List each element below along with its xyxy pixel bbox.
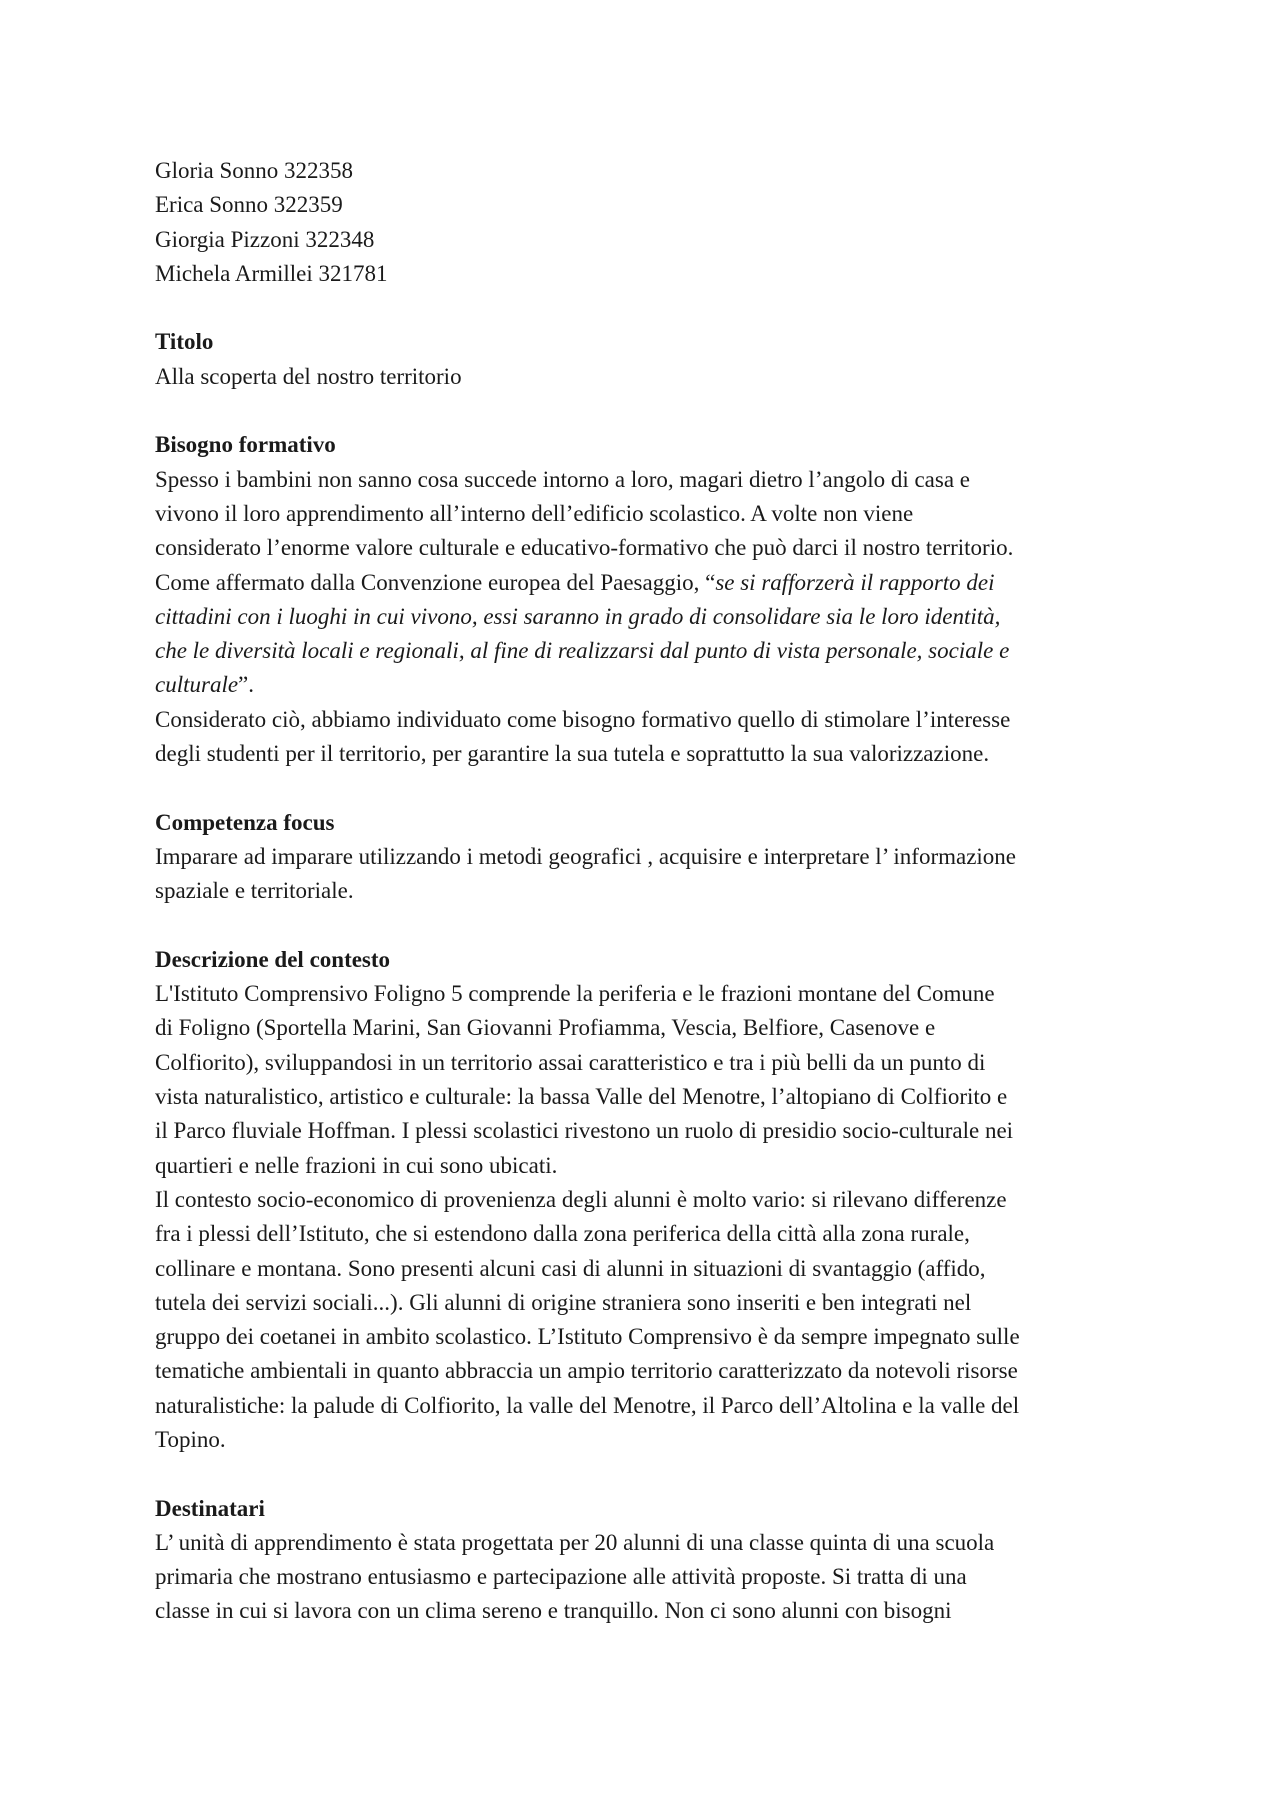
quote-line — [155, 634, 1145, 668]
quote-text: cittadini con i luoghi in cui vivono, essi saranno in grado di consolidare sia le loro identità, — [155, 603, 1001, 629]
author-line: Giorgia Pizzoni 322348 — [155, 226, 375, 252]
text-line: collinare e montana. Sono presenti alcuni casi di alunni in situazioni di svantaggio (affido, — [155, 1255, 986, 1281]
section-heading: Destinatari — [155, 1495, 265, 1521]
text-line: Il contesto socio-economico di provenienza degli alunni è molto vario: si rilevano differenze — [155, 1186, 1007, 1212]
text-line: considerato l’enorme valore culturale e educativo-formativo che può darci il nostro territorio. — [155, 535, 1014, 561]
section-competenza-focus — [155, 806, 1145, 909]
quote-line — [155, 668, 1145, 702]
text-line: classe in cui si lavora con un clima sereno e tranquillo. Non ci sono alunni con bisogni — [155, 1598, 952, 1624]
text-line: L'Istituto Comprensivo Foligno 5 comprende la periferia e le frazioni montane del Comune — [155, 981, 995, 1007]
section-bisogno-formativo — [155, 428, 1145, 771]
authors-block — [155, 154, 1145, 291]
text-line: vivono il loro apprendimento all’interno dell’edificio scolastico. A volte non viene — [155, 500, 914, 526]
section-heading: Titolo — [155, 329, 214, 355]
text-line: Colfiorito), sviluppandosi in un territorio assai caratteristico e tra i più belli da un punto di — [155, 1049, 986, 1075]
text-line: tematiche ambientali in quanto abbraccia un ampio territorio caratterizzato da notevoli risorse — [155, 1358, 1018, 1384]
section-heading: Bisogno formativo — [155, 432, 336, 458]
quote-line — [155, 600, 1145, 634]
text-line: spaziale e territoriale. — [155, 878, 354, 904]
project-title: Alla scoperta del nostro territorio — [155, 363, 462, 389]
section-destinatari — [155, 1492, 1145, 1629]
text-line: Imparare ad imparare utilizzando i metodi geografici , acquisire e interpretare l’ informazione — [155, 843, 1017, 869]
quote-text: che le diversità locali e regionali, al fine di realizzarsi dal punto di vista personale, sociale e — [155, 638, 1010, 664]
text-line: degli studenti per il territorio, per garantire la sua tutela e soprattutto la sua valorizzazione. — [155, 741, 990, 767]
text-line: Considerato ciò, abbiamo individuato come bisogno formativo quello di stimolare l’interesse — [155, 706, 1011, 732]
text-line: Spesso i bambini non sanno cosa succede intorno a loro, magari dietro l’angolo di casa e — [155, 466, 971, 492]
author-line: Michela Armillei 321781 — [155, 260, 388, 286]
text-line: di Foligno (Sportella Marini, San Giovanni Profiamma, Vescia, Belfiore, Casenove e — [155, 1015, 936, 1041]
quote-intro: Come affermato dalla Convenzione europea del Paesaggio, “ — [155, 569, 716, 595]
document-page — [155, 154, 1145, 1629]
text-line: L’ unità di apprendimento è stata progettata per 20 alunni di una classe quinta di una scuola — [155, 1529, 995, 1555]
author-line: Erica Sonno 322359 — [155, 192, 343, 218]
text-line: Topino. — [155, 1426, 226, 1452]
quote-text: culturale — [155, 672, 239, 698]
text-line: il Parco fluviale Hoffman. I plessi scolastici rivestono un ruolo di presidio socio-culturale nei — [155, 1118, 1014, 1144]
quote-line — [155, 566, 1145, 600]
section-heading: Competenza focus — [155, 809, 335, 835]
text-line: vista naturalistico, artistico e culturale: la bassa Valle del Menotre, l’altopiano di Colfiorito e — [155, 1084, 1008, 1110]
author-line: Gloria Sonno 322358 — [155, 158, 354, 183]
quote-close: ”. — [238, 672, 255, 698]
text-line: tutela dei servizi sociali...). Gli alunni di origine straniera sono inseriti e ben integrati nel — [155, 1289, 972, 1315]
text-line: gruppo dei coetanei in ambito scolastico. L’Istituto Comprensivo è da sempre impegnato sulle — [155, 1324, 1020, 1350]
text-line: quartieri e nelle frazioni in cui sono ubicati. — [155, 1152, 558, 1178]
text-line: primaria che mostrano entusiasmo e partecipazione alle attività proposte. Si tratta di una — [155, 1564, 967, 1590]
quote-text: se si rafforzerà il rapporto dei — [715, 569, 995, 595]
section-descrizione-contesto — [155, 943, 1145, 1457]
section-titolo — [155, 325, 1145, 394]
text-line: fra i plessi dell’Istituto, che si estendono dalla zona periferica della città alla zona rurale, — [155, 1221, 970, 1247]
text-line: naturalistiche: la palude di Colfiorito, la valle del Menotre, il Parco dell’Altolina e la valle del — [155, 1392, 1020, 1418]
section-heading: Descrizione del contesto — [155, 946, 391, 972]
